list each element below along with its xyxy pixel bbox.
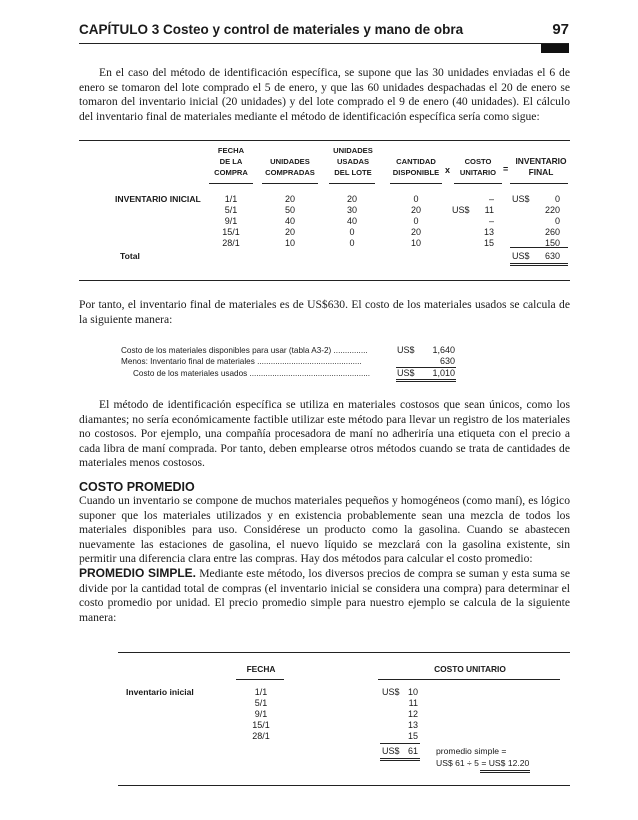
table1-col-usadas: UNIDADES USADAS DEL LOTE [333,146,373,177]
table1-header-underline [390,183,442,184]
calc-line2-value: 630 [439,356,455,366]
table1-cell-compradas: 50 [284,205,295,215]
chapter-heading [79,22,463,37]
table1-cell-fecha: 15/1 [222,227,240,237]
section-title: COSTO PROMEDIO [79,480,195,494]
chapter-title: Costeo y control de materiales y mano de obra [163,22,464,37]
table1-cell-final: 220 [544,205,560,215]
table1-cell-disponible: 0 [413,194,419,204]
table1-cell-disponible: 20 [410,205,421,215]
table2-result-underline [480,772,530,773]
table1-col-unidades: UNIDADES COMPRADAS [265,157,315,177]
table1-total-currency: US$ [512,251,530,261]
para5-body: Mediante este método, los diversos precios de compra se suman y esta suma se divide por la cantidad total de compras (el inventario inicial se considera una compra) para determinar el costo promedio por unidad. El precio promedio simple para nuestro ejemplo se calcula de la siguiente manera: [79,567,570,624]
table1-cell-final: 0 [554,216,560,226]
table2-cell-fecha: 9/1 [254,709,268,719]
table1-cell-final: 260 [544,227,560,237]
table1-col-cantidad: CANTIDAD DISPONIBLE [392,157,440,177]
table1-col-inventario: INVENTARIO FINAL [515,156,567,177]
paragraph-1: En el caso del método de identificación específica, se supone que las 30 unidades enviadas el 6 de enero se tomaron del lote comprado el 5 de enero, y que las 60 unidades despachadas el 20 de enero se tomaron del inventario inicial (20 unidades) y del lote comprado el 9 de enero (40 unidades). El cálculo del inventario final de materiales mediante el método de identificación específica sería como sigue: [79,66,570,123]
table1-cell-final: 150 [544,238,560,248]
chapter-prefix: CAPÍTULO 3 [79,22,160,37]
table2-col-costo: COSTO UNITARIO [434,664,506,674]
table1-cell-compradas: 20 [284,194,295,204]
page-header [79,22,569,42]
table1-header-underline [209,183,253,184]
table1-cell-costo: – [488,194,494,204]
table1-cell-disponible: 20 [410,227,421,237]
table2-sum-value: 61 [407,746,418,756]
table1-cell-costo: 15 [483,238,494,248]
page-number: 97 [552,21,569,38]
table2-sum-rule [380,743,420,744]
calc-double-rule [396,381,456,382]
table2-sum-underline [380,758,420,759]
table2-cell-costo: 11 [408,698,418,708]
para5-lead: PROMEDIO SIMPLE. [79,566,197,580]
paragraph-5 [79,566,570,625]
calc-double-rule [396,379,456,380]
table1-col-fecha: FECHA DE LA COMPRA [214,146,248,177]
table2-cell-fecha: 28/1 [252,731,270,741]
table2-note-line2: US$ 61 ÷ 5 = US$ 12.20 [436,758,530,768]
table1-row-label: INVENTARIO INICIAL [115,194,201,204]
table2-col-fecha: FECHA [246,664,276,674]
calc-line2-label: Menos: Inventario final de materiales .............................................. [121,357,362,366]
table1-total-underline [510,265,568,266]
table1-sum-rule [510,247,568,248]
paragraph-2: Por tanto, el inventario final de materiales es de US$630. El costo de los materiales usados se calcula de la siguiente manera: [79,298,570,326]
table1-total-value: 630 [544,251,560,261]
header-block-mark [541,44,569,53]
table1-cell-compradas: 20 [284,227,295,237]
table2-cell-costo: 10 [407,687,418,697]
table1-currency: US$ [512,194,530,204]
paragraph-3: El método de identificación específica se utiliza en materiales costosos que sean únicos, como los diamantes; no sería económicamente factible utilizar este método para llevar un registro de los materiales no costosos. Por ejemplo, una compañía procesadora de maní no adheriría una etiqueta con el precio a cada libra de maní comprada. Por tanto, deben emplearse otros métodos cuando se trata de cantidades de materiales menos costosos. [79,398,570,469]
table2-cell-fecha: 5/1 [254,698,268,708]
table1-equals-sign: = [503,164,509,174]
table1-cell-compradas: 40 [284,216,295,226]
table1-cell-costo: 11 [484,205,494,215]
table1-cell-fecha: 5/1 [224,205,238,215]
table1-cell-fecha: 9/1 [224,216,238,226]
table2-cell-costo: 15 [407,731,418,741]
table2-header-underline [236,679,284,680]
table1-cell-usadas: 40 [346,216,357,226]
table2-note-line1: promedio simple = [436,746,507,756]
calc-line1-currency: US$ [397,345,415,355]
calc-line1-label: Costo de los materiales disponibles para usar (tabla A3-2) ............... [121,346,368,355]
table2-cell-fecha: 15/1 [252,720,270,730]
calc-line3-currency: US$ [397,368,415,378]
table1-cell-costo: 13 [483,227,494,237]
table2-currency-first: US$ [382,687,400,697]
paragraph-4: Cuando un inventario se compone de muchos materiales pequeños y homogéneos (como maní), es lógico suponer que los materiales utilizados y en existencia probablemente sean una mezcla de todos los materiales disponibles para uso. Considérese un producto como la gasolina. Cuando se abastecen nuevamente las estaciones de gasolina, el nuevo líquido se mezclará con la gasolina existente, sin permitir una diferencia clara entre las compras. Hay dos métodos para calcular el costo promedio: [79,494,570,565]
table1-cell-compradas: 10 [284,238,295,248]
table1-header-underline [329,183,375,184]
table2-row-label: Inventario inicial [126,687,194,697]
calc-line3-label: Costo de los materiales usados ..................................................... [133,369,371,378]
table1-cell-disponible: 10 [410,238,421,248]
table1-cell-fecha: 1/1 [224,194,238,204]
header-rule [79,43,569,44]
table2-result-underline [480,770,530,771]
calc-line1-value: 1,640 [432,345,455,355]
table1-top-rule [79,140,570,141]
table1-cell-usadas: 0 [349,227,355,237]
table1-times-sign: x [445,165,451,175]
table2-cell-costo: 12 [407,709,418,719]
table1-cell-usadas: 0 [349,238,355,248]
table2-top-rule [118,652,570,653]
table1-currency: US$ [452,205,470,215]
table1-cell-costo: – [488,216,494,226]
table1-total-label: Total [120,251,140,261]
table1-col-costo: COSTO UNITARIO [459,157,497,177]
table1-header-underline [454,183,502,184]
table1-cell-usadas: 30 [346,205,357,215]
table2-header-underline [378,679,560,680]
table1-header-underline [262,183,318,184]
table1-header-underline [510,183,568,184]
table2-sum-currency: US$ [382,746,400,756]
table1-total-underline [510,263,568,264]
table1-cell-disponible: 0 [413,216,419,226]
calc-line3-value: 1,010 [432,368,455,378]
table2-bottom-rule [118,785,570,786]
table2-cell-costo: 13 [407,720,418,730]
table1-cell-final: 0 [554,194,560,204]
table1-bottom-rule [79,280,570,281]
table2-sum-underline [380,760,420,761]
table1-cell-fecha: 28/1 [222,238,240,248]
table1-cell-usadas: 20 [346,194,357,204]
table2-cell-fecha: 1/1 [254,687,268,697]
